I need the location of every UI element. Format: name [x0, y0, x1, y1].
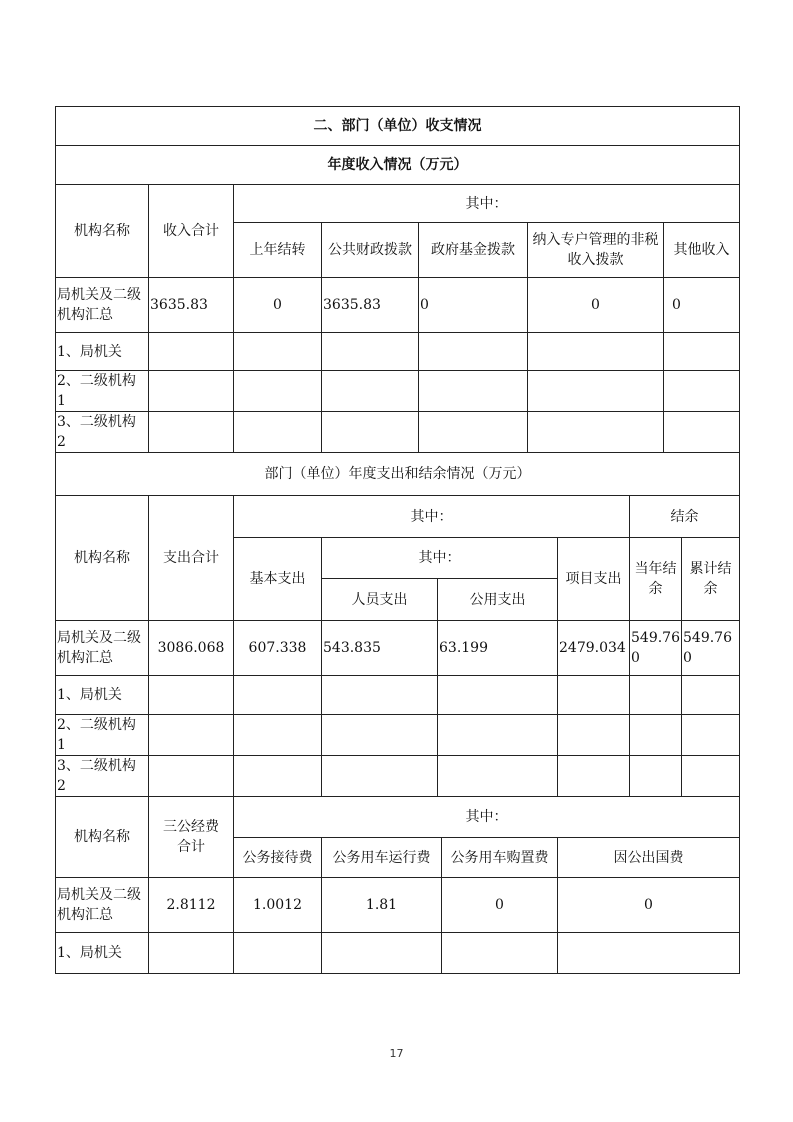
expense-col-current-balance-header: 当年结余 — [630, 538, 682, 621]
table-row — [56, 933, 740, 974]
expense-col-subgroup-header: 其中： — [322, 538, 558, 579]
income-value-cell — [234, 333, 322, 371]
public-value-cell — [322, 933, 442, 974]
income-value-cell — [322, 333, 419, 371]
public-col-group-header: 其中： — [234, 797, 740, 838]
public-value-cell — [558, 933, 740, 974]
income-value-cell — [528, 333, 664, 371]
org-name-cell: 局机关及二级机构汇总 — [56, 878, 149, 933]
income-value-cell: 0 — [234, 278, 322, 333]
org-name-cell: 3、二级机构 2 — [56, 756, 149, 797]
expense-value-cell — [558, 676, 630, 715]
expense-col-basic-header: 基本支出 — [234, 538, 322, 621]
public-total-cell — [149, 933, 234, 974]
expense-value-cell — [438, 715, 558, 756]
table-row — [56, 676, 740, 715]
expense-value-cell: 607.338 — [234, 621, 322, 676]
expense-col-public-header: 公用支出 — [438, 579, 558, 621]
expense-value-cell — [322, 756, 438, 797]
expense-value-cell: 549.760 — [630, 621, 682, 676]
income-sub-header: 上年结转 — [234, 223, 322, 278]
public-col-name-header: 机构名称 — [56, 797, 149, 878]
income-col-group-header: 其中： — [234, 185, 740, 223]
org-name-cell: 局机关及二级机构汇总 — [56, 278, 149, 333]
income-total-cell — [149, 412, 234, 453]
income-table — [55, 106, 740, 453]
income-value-cell — [419, 371, 528, 412]
income-sub-header: 其他收入 — [664, 223, 740, 278]
expense-value-cell — [322, 715, 438, 756]
expense-subtitle: 部门（单位）年度支出和结余情况（万元） — [56, 453, 740, 496]
public-value-cell: 0 — [558, 878, 740, 933]
expense-table — [55, 452, 740, 797]
org-name-cell: 2、二级机构 1 — [56, 371, 149, 412]
expense-value-cell — [558, 715, 630, 756]
income-total-cell: 3635.83 — [149, 278, 234, 333]
page-title: 二、部门（单位）收支情况 — [56, 107, 740, 146]
table-row — [56, 333, 740, 371]
expense-value-cell — [438, 676, 558, 715]
income-value-cell — [322, 371, 419, 412]
table-row — [56, 371, 740, 412]
table-row — [56, 621, 740, 676]
public-col-total-header: 三公经费合计 — [149, 797, 234, 878]
income-value-cell — [664, 412, 740, 453]
income-value-cell — [234, 412, 322, 453]
expense-col-project-header: 项目支出 — [558, 538, 630, 621]
expense-total-cell — [149, 756, 234, 797]
income-subtitle: 年度收入情况（万元） — [56, 146, 740, 185]
income-value-cell: 0 — [419, 278, 528, 333]
income-value-cell: 0 — [528, 278, 664, 333]
table-row — [56, 715, 740, 756]
public-sub-header: 公务用车购置费 — [442, 838, 558, 878]
page-number: 17 — [389, 1047, 404, 1060]
income-sub-header: 公共财政拨款 — [322, 223, 419, 278]
expense-value-cell: 63.199 — [438, 621, 558, 676]
expense-value-cell — [322, 676, 438, 715]
public-sub-header: 因公出国费 — [558, 838, 740, 878]
table-row — [56, 756, 740, 797]
expense-col-cumulative-balance-header: 累计结余 — [682, 538, 740, 621]
income-col-name-header: 机构名称 — [56, 185, 149, 278]
public-value-cell — [234, 933, 322, 974]
expense-value-cell — [682, 715, 740, 756]
expense-total-cell — [149, 715, 234, 756]
expense-value-cell: 2479.034 — [558, 621, 630, 676]
org-name-cell: 局机关及二级机构汇总 — [56, 621, 149, 676]
income-value-cell — [234, 371, 322, 412]
income-value-cell — [419, 333, 528, 371]
income-total-cell — [149, 371, 234, 412]
expense-col-group-header: 其中： — [234, 496, 630, 538]
expense-col-total-header: 支出合计 — [149, 496, 234, 621]
expense-value-cell — [438, 756, 558, 797]
income-total-cell — [149, 333, 234, 371]
expense-col-name-header: 机构名称 — [56, 496, 149, 621]
income-col-total-header: 收入合计 — [149, 185, 234, 278]
org-name-cell: 3、二级机构 2 — [56, 412, 149, 453]
public-sub-header: 公务接待费 — [234, 838, 322, 878]
expense-value-cell — [558, 756, 630, 797]
public-total-cell: 2.8112 — [149, 878, 234, 933]
expense-value-cell — [682, 676, 740, 715]
income-sub-header: 纳入专户管理的非税收入拨款 — [528, 223, 664, 278]
expense-total-cell: 3086.068 — [149, 621, 234, 676]
public-value-cell — [442, 933, 558, 974]
expense-value-cell — [630, 676, 682, 715]
income-value-cell — [664, 333, 740, 371]
table-row — [56, 878, 740, 933]
income-value-cell — [664, 371, 740, 412]
public-value-cell: 1.0012 — [234, 878, 322, 933]
income-value-cell: 3635.83 — [322, 278, 419, 333]
expense-value-cell: 543.835 — [322, 621, 438, 676]
income-sub-header: 政府基金拨款 — [419, 223, 528, 278]
expense-value-cell: 549.760 — [682, 621, 740, 676]
budget-document — [55, 106, 739, 974]
income-value-cell — [528, 371, 664, 412]
public-value-cell: 1.81 — [322, 878, 442, 933]
income-value-cell: 0 — [664, 278, 740, 333]
income-value-cell — [419, 412, 528, 453]
expense-value-cell — [630, 756, 682, 797]
org-name-cell: 1、局机关 — [56, 333, 149, 371]
expense-total-cell — [149, 676, 234, 715]
expense-value-cell — [234, 715, 322, 756]
expense-value-cell — [682, 756, 740, 797]
three-public-table — [55, 796, 740, 974]
expense-value-cell — [630, 715, 682, 756]
expense-col-personnel-header: 人员支出 — [322, 579, 438, 621]
public-value-cell: 0 — [442, 878, 558, 933]
expense-value-cell — [234, 756, 322, 797]
table-row — [56, 412, 740, 453]
expense-value-cell — [234, 676, 322, 715]
org-name-cell: 1、局机关 — [56, 933, 149, 974]
income-value-cell — [528, 412, 664, 453]
public-sub-header: 公务用车运行费 — [322, 838, 442, 878]
table-row — [56, 278, 740, 333]
income-value-cell — [322, 412, 419, 453]
org-name-cell: 2、二级机构 1 — [56, 715, 149, 756]
expense-col-balance-header: 结余 — [630, 496, 740, 538]
org-name-cell: 1、局机关 — [56, 676, 149, 715]
